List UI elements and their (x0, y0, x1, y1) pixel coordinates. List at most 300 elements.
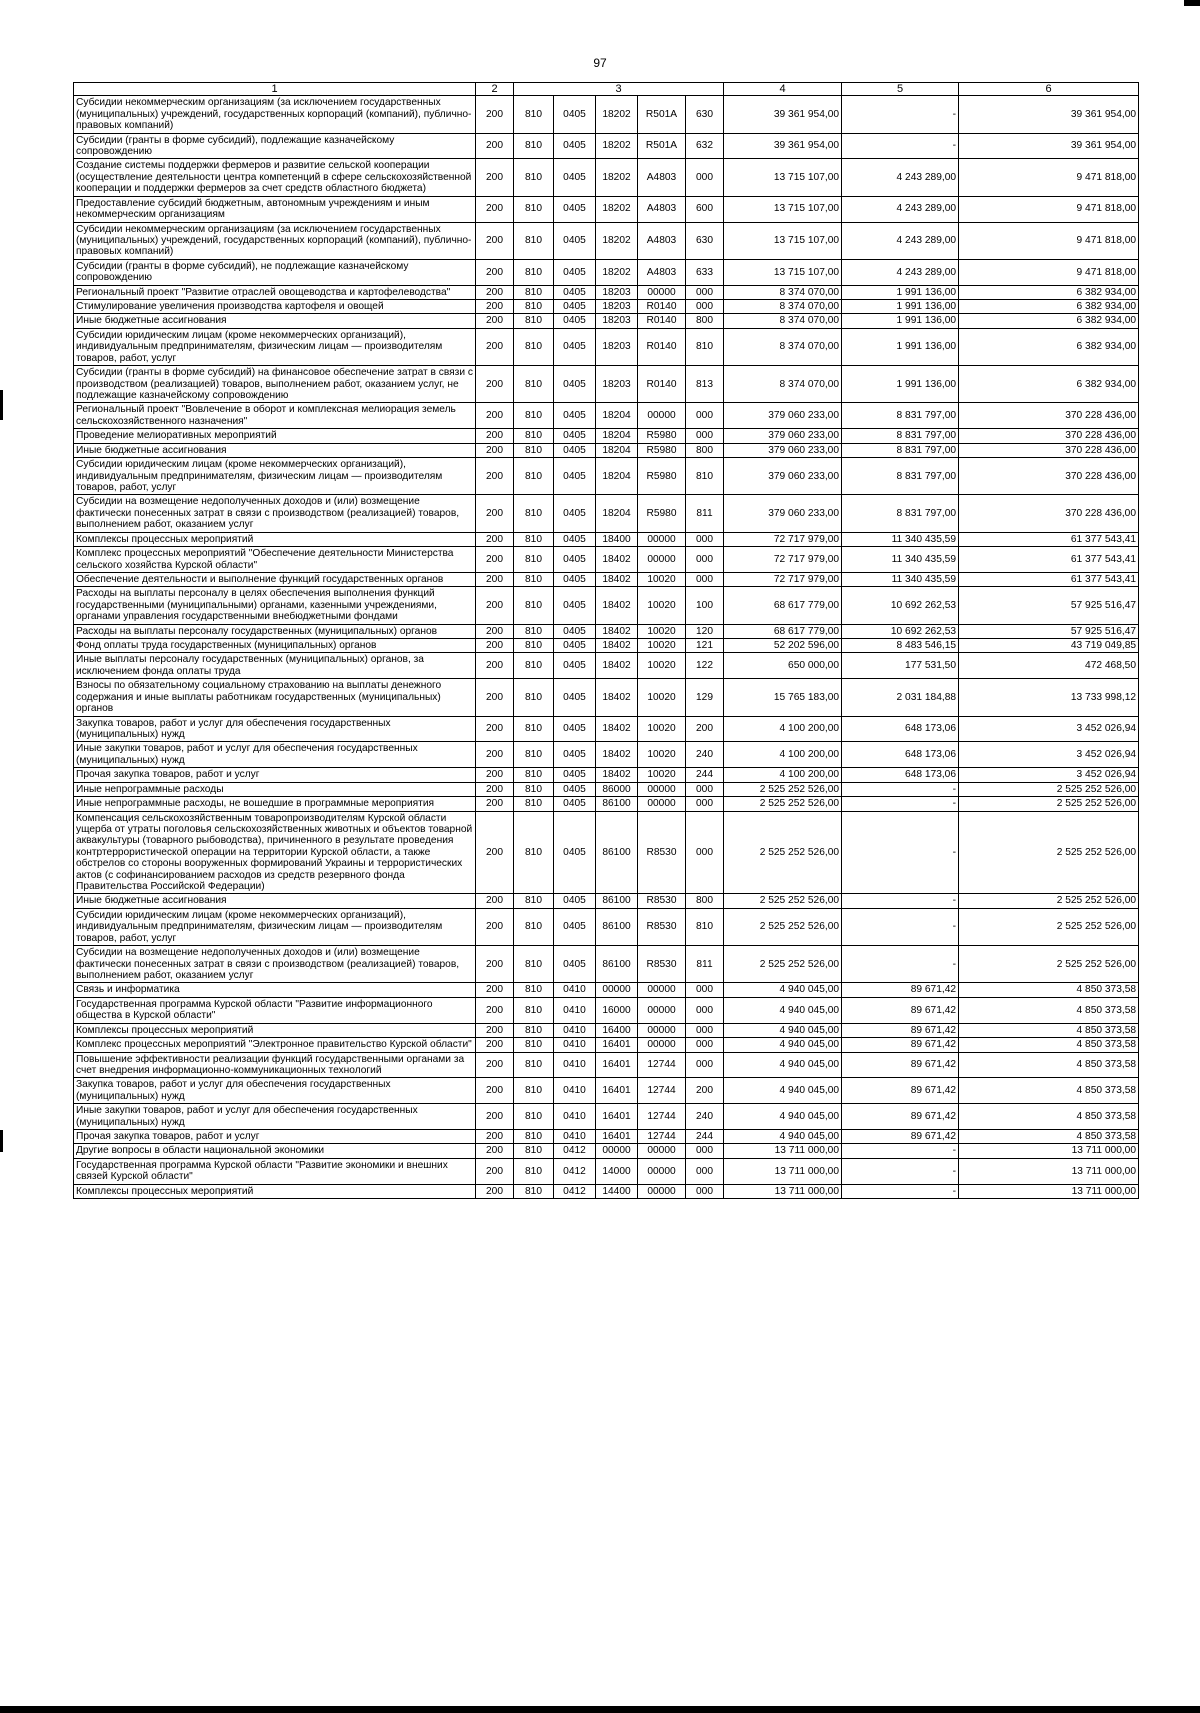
row-col5-value-cell: 4 243 289,00 (842, 222, 959, 259)
row-code-program-cell: 16401 (596, 1078, 638, 1104)
row-code-ministry-cell: 810 (514, 159, 554, 196)
row-name-cell: Комплекс процессных мероприятий "Обеспечение деятельности Министерства сельского хозяйства Курской области" (74, 547, 476, 573)
row-name-cell: Иные непрограммные расходы, не вошедшие в программные мероприятия (74, 797, 476, 811)
row-code-program-cell: 18202 (596, 96, 638, 133)
row-col4-value-cell: 52 202 596,00 (724, 639, 842, 653)
row-code-direction-cell: 00000 (638, 983, 686, 997)
row-col5-value-cell: 89 671,42 (842, 1078, 959, 1104)
row-code-ministry-cell: 810 (514, 572, 554, 586)
row-name-cell: Стимулирование увеличения производства картофеля и овощей (74, 300, 476, 314)
row-code-program-cell: 18202 (596, 259, 638, 285)
row-code-type-cell: 000 (686, 429, 724, 443)
table-row (74, 811, 1139, 894)
row-code-ministry-cell: 810 (514, 639, 554, 653)
row-col4-value-cell: 8 374 070,00 (724, 314, 842, 328)
row-code-ministry-cell: 810 (514, 894, 554, 908)
row-code-ministry-cell: 810 (514, 797, 554, 811)
row-code-type-cell: 630 (686, 96, 724, 133)
row-name-cell: Субсидии (гранты в форме субсидий), подлежащие казначейскому сопровождению (74, 133, 476, 159)
row-code-program-cell: 16400 (596, 1023, 638, 1037)
row-col4-value-cell: 379 060 233,00 (724, 403, 842, 429)
row-code-ministry-cell: 810 (514, 96, 554, 133)
row-code-direction-cell: 10020 (638, 653, 686, 679)
row-code-program-cell: 18400 (596, 532, 638, 546)
row-code-program-cell: 18203 (596, 314, 638, 328)
row-name-cell: Расходы на выплаты персоналу государственных (муниципальных) органов (74, 624, 476, 638)
row-col5-value-cell: - (842, 894, 959, 908)
row-code-ministry-cell: 810 (514, 811, 554, 894)
row-code-direction-cell: 00000 (638, 547, 686, 573)
row-code-type-cell: 000 (686, 1144, 724, 1158)
row-code-section-cell: 0405 (554, 782, 596, 796)
row-name-cell: Иные выплаты персоналу государственных (муниципальных) органов, за исключением фонда оплаты труда (74, 653, 476, 679)
row-col2-cell: 200 (476, 639, 514, 653)
row-code-program-cell: 00000 (596, 983, 638, 997)
row-col5-value-cell: 89 671,42 (842, 1023, 959, 1037)
row-col5-value-cell: 89 671,42 (842, 1130, 959, 1144)
row-col6-value-cell: 61 377 543,41 (959, 532, 1139, 546)
row-code-section-cell: 0405 (554, 429, 596, 443)
row-col2-cell: 200 (476, 1130, 514, 1144)
row-code-ministry-cell: 810 (514, 495, 554, 532)
row-name-cell: Прочая закупка товаров, работ и услуг (74, 1130, 476, 1144)
row-col2-cell: 200 (476, 797, 514, 811)
row-code-section-cell: 0405 (554, 894, 596, 908)
row-col2-cell: 200 (476, 133, 514, 159)
row-col5-value-cell: 648 173,06 (842, 742, 959, 768)
row-code-type-cell: 811 (686, 495, 724, 532)
row-code-type-cell: 810 (686, 458, 724, 495)
row-code-section-cell: 0405 (554, 458, 596, 495)
row-code-section-cell: 0405 (554, 768, 596, 782)
row-code-direction-cell: R501A (638, 133, 686, 159)
row-code-direction-cell: 10020 (638, 742, 686, 768)
row-col6-value-cell: 6 382 934,00 (959, 285, 1139, 299)
row-name-cell: Компенсация сельскохозяйственным товаропроизводителям Курской области ущерба от утраты поголовья сельскохозяйственных животных и объектов товарной аквакультуры (товарного рыбоводства), причиненного в результате проведения контртеррористической операции на территории Курской области, а также обстрелов со стороны вооруженных формирований Украины и террористических актов (с софинансированием расходов из средств резервного фонда Правительства Российской Федерации) (74, 811, 476, 894)
row-col2-cell: 200 (476, 716, 514, 742)
table-row (74, 587, 1139, 624)
row-code-direction-cell: 10020 (638, 679, 686, 716)
row-code-direction-cell: A4803 (638, 222, 686, 259)
row-code-direction-cell: 12744 (638, 1078, 686, 1104)
row-code-ministry-cell: 810 (514, 742, 554, 768)
row-code-ministry-cell: 810 (514, 983, 554, 997)
table-row (74, 443, 1139, 457)
row-col6-value-cell: 4 850 373,58 (959, 1130, 1139, 1144)
row-code-section-cell: 0405 (554, 946, 596, 983)
row-code-section-cell: 0405 (554, 259, 596, 285)
row-col6-value-cell: 2 525 252 526,00 (959, 811, 1139, 894)
row-code-program-cell: 86100 (596, 797, 638, 811)
row-code-program-cell: 18402 (596, 653, 638, 679)
row-code-direction-cell: A4803 (638, 196, 686, 222)
row-col4-value-cell: 13 711 000,00 (724, 1184, 842, 1198)
row-col4-value-cell: 39 361 954,00 (724, 133, 842, 159)
row-code-ministry-cell: 810 (514, 314, 554, 328)
row-code-type-cell: 122 (686, 653, 724, 679)
row-code-type-cell: 800 (686, 894, 724, 908)
row-code-program-cell: 18402 (596, 742, 638, 768)
row-code-program-cell: 18402 (596, 547, 638, 573)
table-row (74, 946, 1139, 983)
row-col5-value-cell: 1 991 136,00 (842, 366, 959, 403)
row-col6-value-cell: 2 525 252 526,00 (959, 894, 1139, 908)
row-name-cell: Закупка товаров, работ и услуг для обеспечения государственных (муниципальных) нужд (74, 716, 476, 742)
row-code-ministry-cell: 810 (514, 1052, 554, 1078)
row-name-cell: Расходы на выплаты персоналу в целях обеспечения выполнения функций государственными (муниципальными) органами, казенными учреждениями, органами управления государственными внебюджетными фондами (74, 587, 476, 624)
row-col2-cell: 200 (476, 96, 514, 133)
row-code-type-cell: 632 (686, 133, 724, 159)
row-col4-value-cell: 2 525 252 526,00 (724, 782, 842, 796)
row-col5-value-cell: - (842, 782, 959, 796)
row-code-section-cell: 0405 (554, 572, 596, 586)
row-col2-cell: 200 (476, 314, 514, 328)
row-name-cell: Комплекс процессных мероприятий "Электронное правительство Курской области" (74, 1038, 476, 1052)
table-row (74, 133, 1139, 159)
row-name-cell: Иные бюджетные ассигнования (74, 894, 476, 908)
row-code-direction-cell: 12744 (638, 1104, 686, 1130)
row-name-cell: Повышение эффективности реализации функций государственными органами за счет внедрения информационно-коммуникационных технологий (74, 1052, 476, 1078)
row-col2-cell: 200 (476, 624, 514, 638)
row-code-type-cell: 800 (686, 443, 724, 457)
row-code-type-cell: 000 (686, 403, 724, 429)
row-code-direction-cell: R5980 (638, 458, 686, 495)
table-row (74, 768, 1139, 782)
row-col5-value-cell: 4 243 289,00 (842, 159, 959, 196)
row-code-section-cell: 0405 (554, 679, 596, 716)
row-col2-cell: 200 (476, 285, 514, 299)
row-col4-value-cell: 4 940 045,00 (724, 997, 842, 1023)
row-code-type-cell: 000 (686, 997, 724, 1023)
row-col2-cell: 200 (476, 458, 514, 495)
row-code-direction-cell: R5980 (638, 443, 686, 457)
row-code-ministry-cell: 810 (514, 532, 554, 546)
row-col5-value-cell: 11 340 435,59 (842, 572, 959, 586)
row-code-type-cell: 800 (686, 314, 724, 328)
row-code-ministry-cell: 810 (514, 997, 554, 1023)
row-code-ministry-cell: 810 (514, 547, 554, 573)
table-row (74, 742, 1139, 768)
table-row (74, 1104, 1139, 1130)
row-col6-value-cell: 4 850 373,58 (959, 1052, 1139, 1078)
row-code-program-cell: 86000 (596, 782, 638, 796)
row-name-cell: Предоставление субсидий бюджетным, автономным учреждениям и иным некоммерческим организациям (74, 196, 476, 222)
table-row (74, 259, 1139, 285)
table-row (74, 1052, 1139, 1078)
row-col5-value-cell: 89 671,42 (842, 997, 959, 1023)
row-name-cell: Прочая закупка товаров, работ и услуг (74, 768, 476, 782)
table-row (74, 894, 1139, 908)
row-code-section-cell: 0405 (554, 159, 596, 196)
row-code-section-cell: 0410 (554, 1052, 596, 1078)
row-col2-cell: 200 (476, 443, 514, 457)
row-col4-value-cell: 4 100 200,00 (724, 716, 842, 742)
row-code-type-cell: 000 (686, 782, 724, 796)
row-col2-cell: 200 (476, 328, 514, 365)
row-col4-value-cell: 4 940 045,00 (724, 1130, 842, 1144)
scan-mark-top-right (1184, 0, 1200, 6)
budget-table (73, 82, 1139, 1199)
row-code-program-cell: 18204 (596, 429, 638, 443)
row-code-program-cell: 18204 (596, 403, 638, 429)
row-code-direction-cell: 00000 (638, 403, 686, 429)
row-col4-value-cell: 379 060 233,00 (724, 429, 842, 443)
row-code-section-cell: 0405 (554, 639, 596, 653)
row-col2-cell: 200 (476, 196, 514, 222)
row-col2-cell: 200 (476, 1023, 514, 1037)
table-row (74, 1130, 1139, 1144)
table-row (74, 797, 1139, 811)
row-col6-value-cell: 39 361 954,00 (959, 133, 1139, 159)
row-col5-value-cell: 8 831 797,00 (842, 443, 959, 457)
row-col6-value-cell: 3 452 026,94 (959, 716, 1139, 742)
row-col5-value-cell: - (842, 811, 959, 894)
row-col2-cell: 200 (476, 429, 514, 443)
row-col5-value-cell: - (842, 96, 959, 133)
row-code-direction-cell: 00000 (638, 997, 686, 1023)
row-code-program-cell: 18204 (596, 443, 638, 457)
row-col2-cell: 200 (476, 894, 514, 908)
row-name-cell: Проведение мелиоративных мероприятий (74, 429, 476, 443)
row-col2-cell: 200 (476, 1158, 514, 1184)
row-col4-value-cell: 2 525 252 526,00 (724, 946, 842, 983)
row-col6-value-cell: 4 850 373,58 (959, 997, 1139, 1023)
row-col5-value-cell: 8 831 797,00 (842, 458, 959, 495)
row-col5-value-cell: 11 340 435,59 (842, 532, 959, 546)
row-col6-value-cell: 2 525 252 526,00 (959, 946, 1139, 983)
row-code-ministry-cell: 810 (514, 300, 554, 314)
row-col5-value-cell: - (842, 797, 959, 811)
row-col2-cell: 200 (476, 159, 514, 196)
row-code-section-cell: 0405 (554, 587, 596, 624)
row-code-program-cell: 00000 (596, 1144, 638, 1158)
row-code-type-cell: 100 (686, 587, 724, 624)
scan-mark-left (0, 390, 3, 420)
row-col2-cell: 200 (476, 300, 514, 314)
table-row (74, 96, 1139, 133)
row-code-ministry-cell: 810 (514, 653, 554, 679)
row-code-program-cell: 18202 (596, 222, 638, 259)
row-col6-value-cell: 39 361 954,00 (959, 96, 1139, 133)
row-code-type-cell: 000 (686, 983, 724, 997)
row-code-ministry-cell: 810 (514, 679, 554, 716)
row-code-ministry-cell: 810 (514, 259, 554, 285)
table-row (74, 196, 1139, 222)
row-code-direction-cell: 00000 (638, 1184, 686, 1198)
row-code-section-cell: 0405 (554, 403, 596, 429)
row-col4-value-cell: 39 361 954,00 (724, 96, 842, 133)
row-code-type-cell: 633 (686, 259, 724, 285)
table-row (74, 997, 1139, 1023)
row-col5-value-cell: 1 991 136,00 (842, 285, 959, 299)
row-code-type-cell: 630 (686, 222, 724, 259)
row-col6-value-cell: 370 228 436,00 (959, 495, 1139, 532)
header-col-3: 3 (514, 83, 724, 96)
row-code-direction-cell: R0140 (638, 328, 686, 365)
row-code-section-cell: 0405 (554, 532, 596, 546)
row-code-ministry-cell: 810 (514, 458, 554, 495)
row-col6-value-cell: 43 719 049,85 (959, 639, 1139, 653)
row-col6-value-cell: 61 377 543,41 (959, 547, 1139, 573)
row-code-section-cell: 0405 (554, 653, 596, 679)
row-col5-value-cell: 89 671,42 (842, 1104, 959, 1130)
row-code-ministry-cell: 810 (514, 624, 554, 638)
row-code-ministry-cell: 810 (514, 443, 554, 457)
row-col4-value-cell: 8 374 070,00 (724, 328, 842, 365)
row-col4-value-cell: 4 940 045,00 (724, 1078, 842, 1104)
row-code-direction-cell: R8530 (638, 908, 686, 945)
row-code-ministry-cell: 810 (514, 1023, 554, 1037)
row-col6-value-cell: 13 711 000,00 (959, 1158, 1139, 1184)
row-code-type-cell: 000 (686, 572, 724, 586)
row-code-type-cell: 244 (686, 768, 724, 782)
row-code-type-cell: 000 (686, 300, 724, 314)
row-col4-value-cell: 4 940 045,00 (724, 1104, 842, 1130)
row-code-program-cell: 18402 (596, 768, 638, 782)
row-col4-value-cell: 2 525 252 526,00 (724, 908, 842, 945)
row-col6-value-cell: 57 925 516,47 (959, 587, 1139, 624)
header-col-1: 1 (74, 83, 476, 96)
row-col4-value-cell: 4 940 045,00 (724, 983, 842, 997)
row-code-ministry-cell: 810 (514, 285, 554, 299)
row-code-section-cell: 0410 (554, 1023, 596, 1037)
row-col2-cell: 200 (476, 1104, 514, 1130)
row-name-cell: Субсидии юридическим лицам (кроме некоммерческих организаций), индивидуальным предпринимателям, физическим лицам — производителям товаров, работ, услуг (74, 458, 476, 495)
row-col5-value-cell: 4 243 289,00 (842, 196, 959, 222)
table-row (74, 314, 1139, 328)
table-row (74, 983, 1139, 997)
row-code-ministry-cell: 810 (514, 1078, 554, 1104)
row-col6-value-cell: 4 850 373,58 (959, 1104, 1139, 1130)
row-col4-value-cell: 4 940 045,00 (724, 1052, 842, 1078)
row-col2-cell: 200 (476, 1078, 514, 1104)
row-name-cell: Субсидии на возмещение недополученных доходов и (или) возмещение фактически понесенных затрат в связи с производством (реализацией) товаров, выполнением работ, оказанием услуг (74, 946, 476, 983)
row-code-direction-cell: 00000 (638, 285, 686, 299)
table-row (74, 547, 1139, 573)
table-row (74, 429, 1139, 443)
table-row (74, 639, 1139, 653)
row-col4-value-cell: 8 374 070,00 (724, 285, 842, 299)
row-code-direction-cell: R0140 (638, 366, 686, 403)
row-code-type-cell: 811 (686, 946, 724, 983)
row-code-program-cell: 18202 (596, 159, 638, 196)
row-code-program-cell: 18203 (596, 366, 638, 403)
row-col6-value-cell: 9 471 818,00 (959, 259, 1139, 285)
row-code-type-cell: 813 (686, 366, 724, 403)
row-code-type-cell: 000 (686, 532, 724, 546)
row-code-ministry-cell: 810 (514, 222, 554, 259)
row-col6-value-cell: 9 471 818,00 (959, 222, 1139, 259)
row-name-cell: Субсидии юридическим лицам (кроме некоммерческих организаций), индивидуальным предпринимателям, физическим лицам — производителям товаров, работ, услуг (74, 908, 476, 945)
row-col5-value-cell: 1 991 136,00 (842, 300, 959, 314)
row-code-direction-cell: 00000 (638, 1038, 686, 1052)
row-code-direction-cell: R8530 (638, 811, 686, 894)
row-code-ministry-cell: 810 (514, 133, 554, 159)
row-name-cell: Комплексы процессных мероприятий (74, 1023, 476, 1037)
row-name-cell: Закупка товаров, работ и услуг для обеспечения государственных (муниципальных) нужд (74, 1078, 476, 1104)
row-col4-value-cell: 379 060 233,00 (724, 443, 842, 457)
row-code-program-cell: 18402 (596, 587, 638, 624)
row-col2-cell: 200 (476, 222, 514, 259)
row-code-program-cell: 14000 (596, 1158, 638, 1184)
row-code-section-cell: 0405 (554, 811, 596, 894)
row-col2-cell: 200 (476, 768, 514, 782)
table-row (74, 532, 1139, 546)
row-code-type-cell: 129 (686, 679, 724, 716)
row-name-cell: Субсидии на возмещение недополученных доходов и (или) возмещение фактически понесенных затрат в связи с производством (реализацией) товаров, выполнением работ, оказанием услуг (74, 495, 476, 532)
row-col2-cell: 200 (476, 811, 514, 894)
row-code-section-cell: 0410 (554, 1078, 596, 1104)
table-row (74, 1023, 1139, 1037)
row-code-program-cell: 18202 (596, 133, 638, 159)
table-row (74, 458, 1139, 495)
row-col4-value-cell: 4 100 200,00 (724, 768, 842, 782)
row-name-cell: Субсидии (гранты в форме субсидий) на финансовое обеспечение затрат в связи с производством (реализацией) товаров, выполнением работ, оказанием услуг, не подлежащие казначейскому сопровождению (74, 366, 476, 403)
header-col-5: 5 (842, 83, 959, 96)
row-name-cell: Государственная программа Курской области "Развитие экономики и внешних связей Курской области" (74, 1158, 476, 1184)
row-col2-cell: 200 (476, 547, 514, 573)
row-code-type-cell: 600 (686, 196, 724, 222)
row-name-cell: Обеспечение деятельности и выполнение функций государственных органов (74, 572, 476, 586)
row-code-program-cell: 16401 (596, 1038, 638, 1052)
row-code-type-cell: 000 (686, 1038, 724, 1052)
row-code-program-cell: 18203 (596, 285, 638, 299)
row-code-program-cell: 86100 (596, 894, 638, 908)
row-code-program-cell: 18402 (596, 716, 638, 742)
row-code-ministry-cell: 810 (514, 716, 554, 742)
row-code-section-cell: 0405 (554, 742, 596, 768)
row-col5-value-cell: 1 991 136,00 (842, 328, 959, 365)
header-row (74, 83, 1139, 96)
row-code-program-cell: 18203 (596, 328, 638, 365)
row-col4-value-cell: 15 765 183,00 (724, 679, 842, 716)
row-col4-value-cell: 2 525 252 526,00 (724, 811, 842, 894)
row-col5-value-cell: 10 692 262,53 (842, 587, 959, 624)
row-code-section-cell: 0410 (554, 1038, 596, 1052)
row-col2-cell: 200 (476, 572, 514, 586)
row-col2-cell: 200 (476, 742, 514, 768)
row-col5-value-cell: - (842, 908, 959, 945)
table-row (74, 624, 1139, 638)
row-code-section-cell: 0405 (554, 443, 596, 457)
row-code-ministry-cell: 810 (514, 946, 554, 983)
row-code-section-cell: 0405 (554, 133, 596, 159)
row-col6-value-cell: 2 525 252 526,00 (959, 908, 1139, 945)
row-code-ministry-cell: 810 (514, 366, 554, 403)
row-col5-value-cell: 4 243 289,00 (842, 259, 959, 285)
row-code-ministry-cell: 810 (514, 1104, 554, 1130)
row-col5-value-cell: 11 340 435,59 (842, 547, 959, 573)
row-code-type-cell: 000 (686, 797, 724, 811)
row-code-section-cell: 0410 (554, 1104, 596, 1130)
row-col5-value-cell: 89 671,42 (842, 1052, 959, 1078)
row-col6-value-cell: 4 850 373,58 (959, 1023, 1139, 1037)
row-code-section-cell: 0405 (554, 624, 596, 638)
row-col4-value-cell: 68 617 779,00 (724, 587, 842, 624)
row-code-type-cell: 000 (686, 811, 724, 894)
row-col6-value-cell: 370 228 436,00 (959, 443, 1139, 457)
row-col4-value-cell: 72 717 979,00 (724, 547, 842, 573)
row-col2-cell: 200 (476, 1144, 514, 1158)
table-row (74, 1184, 1139, 1198)
table-row (74, 328, 1139, 365)
row-col2-cell: 200 (476, 908, 514, 945)
row-col2-cell: 200 (476, 679, 514, 716)
row-code-program-cell: 86100 (596, 908, 638, 945)
row-col4-value-cell: 2 525 252 526,00 (724, 797, 842, 811)
row-col2-cell: 200 (476, 1052, 514, 1078)
row-col6-value-cell: 57 925 516,47 (959, 624, 1139, 638)
